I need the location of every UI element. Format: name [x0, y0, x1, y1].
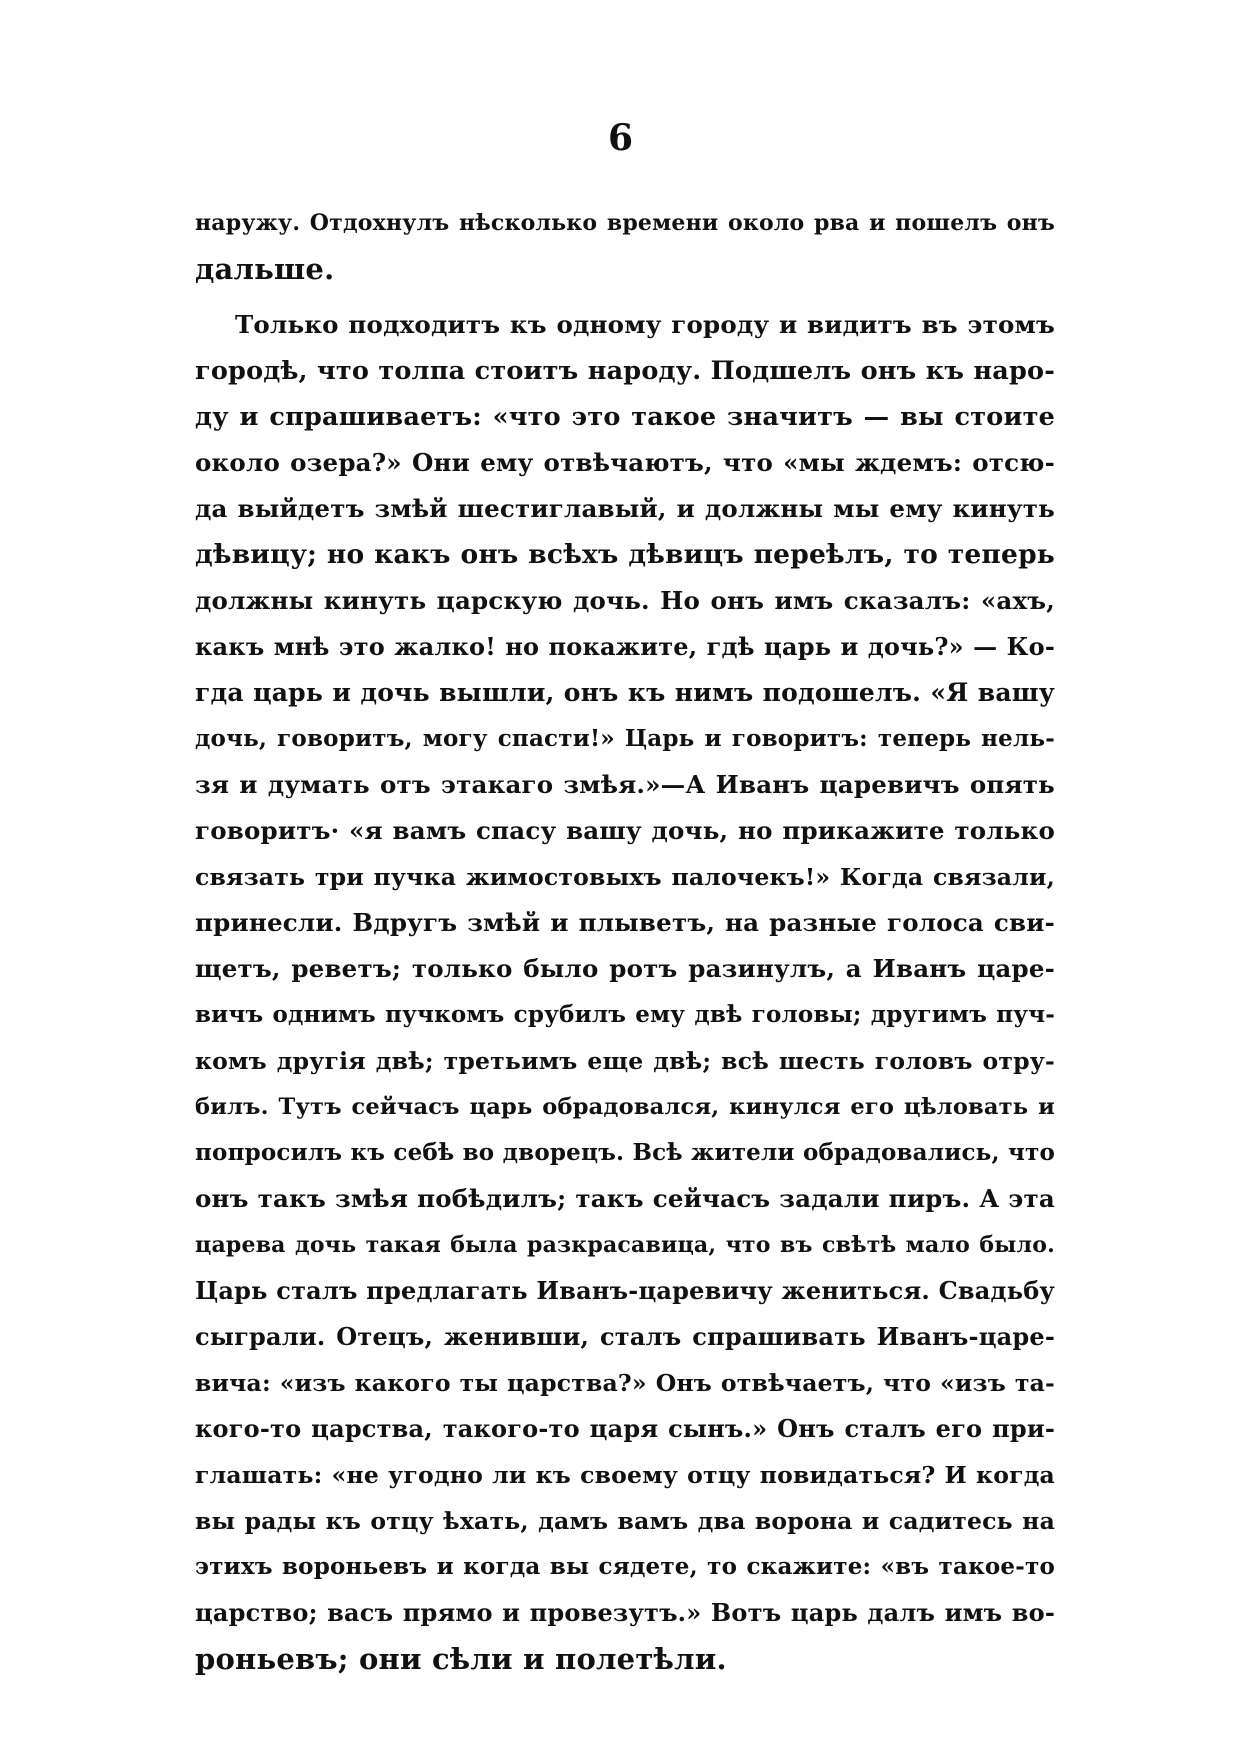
text-line: царство; васъ прямо и провезутъ.» Вотъ царь далъ имъ во-	[195, 1598, 1055, 1627]
paragraph-2	[195, 302, 1055, 1682]
text-line: дальше.	[195, 252, 335, 286]
text-line: кого-то царства, такого-то царя сынъ.» Онъ сталъ его при-	[195, 1414, 1055, 1443]
text-line: попросилъ къ себѣ во дворецъ. Всѣ жители обрадовались, что	[195, 1139, 1055, 1166]
text-line: вы рады къ отцу ѣхать, дамъ вамъ два ворона и садитесь на	[195, 1507, 1055, 1535]
text-line: говоритъ· «я вамъ спасу вашу дочь, но прикажите только	[195, 816, 1055, 845]
text-line: ду и спрашиваетъ: «что это такое значитъ — вы стоите	[195, 402, 1055, 432]
text-line: принесли. Вдругъ змѣй и плыветъ, на разные голоса сви-	[195, 908, 1055, 937]
text-line: роньевъ; они сѣли и полетѣли.	[195, 1642, 727, 1676]
text-line: комъ другія двѣ; третьимъ еще двѣ; всѣ шесть головъ отру-	[195, 1047, 1055, 1075]
text-line: наружу. Отдохнулъ нѣсколько времени около рва и пошелъ онъ	[195, 210, 1055, 236]
text-line: гда царь и дочь вышли, онъ къ нимъ подошелъ. «Я вашу	[195, 678, 1055, 707]
text-line: этихъ вороньевъ и когда вы сядете, то скажите: «въ такое-то	[195, 1553, 1055, 1580]
text-line: дѣвицу; но какъ онъ всѣхъ дѣвицъ переѣлъ, то теперь	[195, 539, 1055, 570]
text-line: билъ. Тутъ сейчасъ царь обрадовался, кинулся его цѣловать и	[195, 1094, 1055, 1120]
text-line: городѣ, что толпа стоитъ народу. Подшелъ онъ къ наро-	[195, 356, 1055, 386]
paragraph-gap	[195, 292, 1055, 302]
text-line: царева дочь такая была разкрасавица, что въ свѣтѣ мало было.	[195, 1232, 1055, 1258]
text-line: должны кинуть царскую дочь. Но онъ имъ сказалъ: «ахъ,	[195, 586, 1055, 615]
text-line: глашать: «не угодно ли къ своему отцу повидаться? И когда	[195, 1461, 1055, 1489]
text-line: какъ мнѣ это жалко! но покажите, гдѣ царь и дочь?» — Ко-	[195, 632, 1055, 661]
text-line: Царь сталъ предлагать Иванъ-царевичу жениться. Свадьбу	[195, 1276, 1055, 1305]
text-line: онъ такъ змѣя побѣдилъ; такъ сейчасъ задали пиръ. А эта	[195, 1184, 1055, 1213]
paragraph-1	[195, 200, 1055, 292]
page-text	[195, 200, 1055, 1682]
text-line: около озера?» Они ему отвѣчаютъ, что «мы ждемъ: отсю-	[195, 448, 1055, 477]
text-line: да выйдетъ змѣй шестиглавый, и должны мы ему кинуть	[195, 494, 1055, 523]
page-number: 6	[607, 117, 634, 159]
text-line: зя и думать отъ этакаго змѣя.»—А Иванъ царевичъ опять	[195, 770, 1055, 799]
text-line: связать три пучка жимостовыхъ палочекъ!» Когда связали,	[195, 863, 1055, 891]
text-line: сыграли. Отецъ, женивши, сталъ спрашивать Иванъ-царе-	[195, 1322, 1055, 1351]
text-line: вича: «изъ какого ты царства?» Онъ отвѣчаетъ, что «изъ та-	[195, 1369, 1055, 1397]
text-line: вичъ однимъ пучкомъ срубилъ ему двѣ головы; другимъ пуч-	[195, 1001, 1055, 1028]
text-line: Только подходитъ къ одному городу и видитъ въ этомъ	[235, 310, 1055, 339]
text-line: дочь, говоритъ, могу спасти!» Царь и говоритъ: теперь нель-	[195, 725, 1055, 752]
text-line: щетъ, реветъ; только было ротъ разинулъ, а Иванъ царе-	[195, 954, 1055, 983]
